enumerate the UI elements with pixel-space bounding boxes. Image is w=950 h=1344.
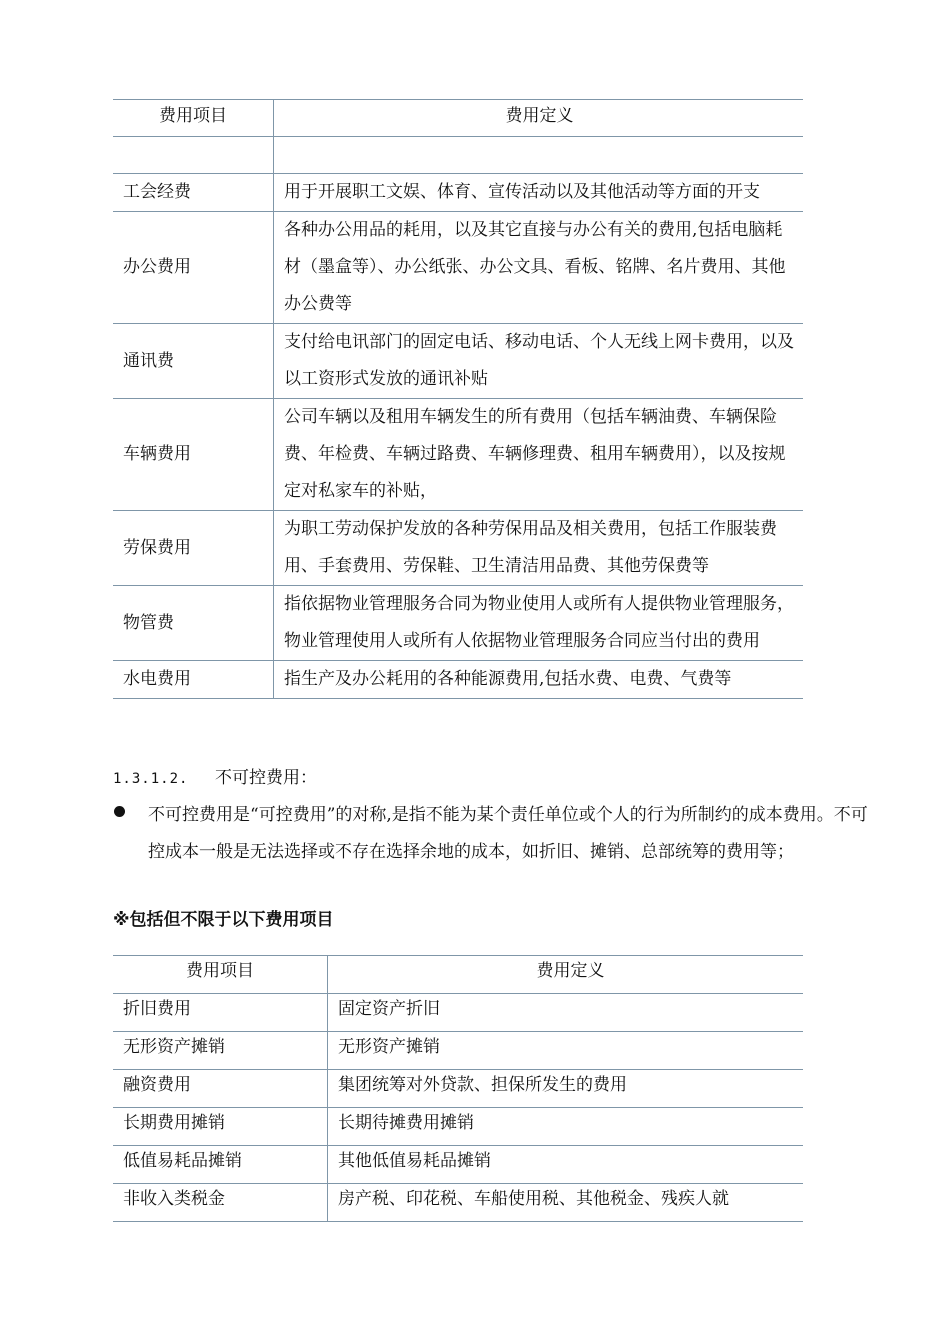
expense-item: 长期费用摊销 [113, 1108, 328, 1146]
expense-definition: 为职工劳动保护发放的各种劳保用品及相关费用，包括工作服装费用、手套费用、劳保鞋、卫生清洁用品费、其他劳保费等 [274, 511, 804, 586]
table-row [113, 1184, 803, 1222]
table-row [113, 511, 803, 586]
controllable-expense-table [113, 99, 803, 699]
expense-definition: 无形资产摊销 [328, 1032, 804, 1070]
table-row [113, 212, 803, 324]
table-row [113, 324, 803, 399]
expense-item: 工会经费 [113, 174, 274, 212]
table-row [113, 586, 803, 661]
table-row [113, 1032, 803, 1070]
expense-item: 无形资产摊销 [113, 1032, 328, 1070]
expense-item: 通讯费 [113, 324, 274, 399]
expense-definition: 指依据物业管理服务合同为物业使用人或所有人提供物业管理服务，物业管理使用人或所有人依据物业管理服务合同应当付出的费用 [274, 586, 804, 661]
expense-item: 车辆费用 [113, 399, 274, 511]
expense-definition: 公司车辆以及租用车辆发生的所有费用（包括车辆油费、车辆保险费、年检费、车辆过路费、车辆修理费、租用车辆费用），以及按规定对私家车的补贴， [274, 399, 804, 511]
expense-definition: 其他低值易耗品摊销 [328, 1146, 804, 1184]
expense-item: 非收入类税金 [113, 1184, 328, 1222]
table-row [113, 1146, 803, 1184]
expense-item: 水电费用 [113, 661, 274, 699]
header-expense-definition: 费用定义 [274, 100, 804, 137]
expense-definition: 各种办公用品的耗用，以及其它直接与办公有关的费用,包括电脑耗材（墨盒等）、办公纸张、办公文具、看板、铭牌、名片费用、其他办公费等 [274, 212, 804, 324]
expense-item: 融资费用 [113, 1070, 328, 1108]
note-heading: ※包括但不限于以下费用项目 [113, 910, 334, 930]
section-paragraph: 不可控费用是“可控费用”的对称,是指不能为某个责任单位或个人的行为所制约的成本费用。不可控成本一般是无法选择或不存在选择余地的成本，如折旧、摊销、总部统筹的费用等； [148, 805, 868, 862]
table-row [113, 661, 803, 699]
header-expense-item: 费用项目 [113, 100, 274, 137]
expense-definition: 长期待摊费用摊销 [328, 1108, 804, 1146]
expense-definition: 房产税、印花税、车船使用税、其他税金、残疾人就 [328, 1184, 804, 1222]
uncontrollable-expense-table [113, 955, 803, 1222]
expense-item: 办公费用 [113, 212, 274, 324]
expense-item: 劳保费用 [113, 511, 274, 586]
table-row [113, 994, 803, 1032]
expense-definition: 固定资产折旧 [328, 994, 804, 1032]
table-row [113, 174, 803, 212]
expense-definition: 用于开展职工文娱、体育、宣传活动以及其他活动等方面的开支 [274, 174, 804, 212]
expense-definition: 支付给电讯部门的固定电话、移动电话、个人无线上网卡费用，以及以工资形式发放的通讯补贴 [274, 324, 804, 399]
expense-item: 低值易耗品摊销 [113, 1146, 328, 1184]
table-row [113, 1070, 803, 1108]
expense-definition: 指生产及办公耗用的各种能源费用,包括水费、电费、气费等 [274, 661, 804, 699]
bullet-icon [114, 806, 125, 817]
section-title: 不可控费用： [215, 768, 317, 788]
section-heading [113, 764, 317, 793]
expense-definition: 集团统筹对外贷款、担保所发生的费用 [328, 1070, 804, 1108]
table-header-row [113, 100, 803, 137]
header-expense-definition: 费用定义 [328, 956, 804, 994]
table-row [113, 399, 803, 511]
table-row [113, 1108, 803, 1146]
table-header-row [113, 956, 803, 994]
expense-item: 物管费 [113, 586, 274, 661]
header-expense-item: 费用项目 [113, 956, 328, 994]
section-number: 1.3.1.2. [113, 771, 189, 787]
table-row-empty [113, 137, 803, 174]
expense-item: 折旧费用 [113, 994, 328, 1032]
